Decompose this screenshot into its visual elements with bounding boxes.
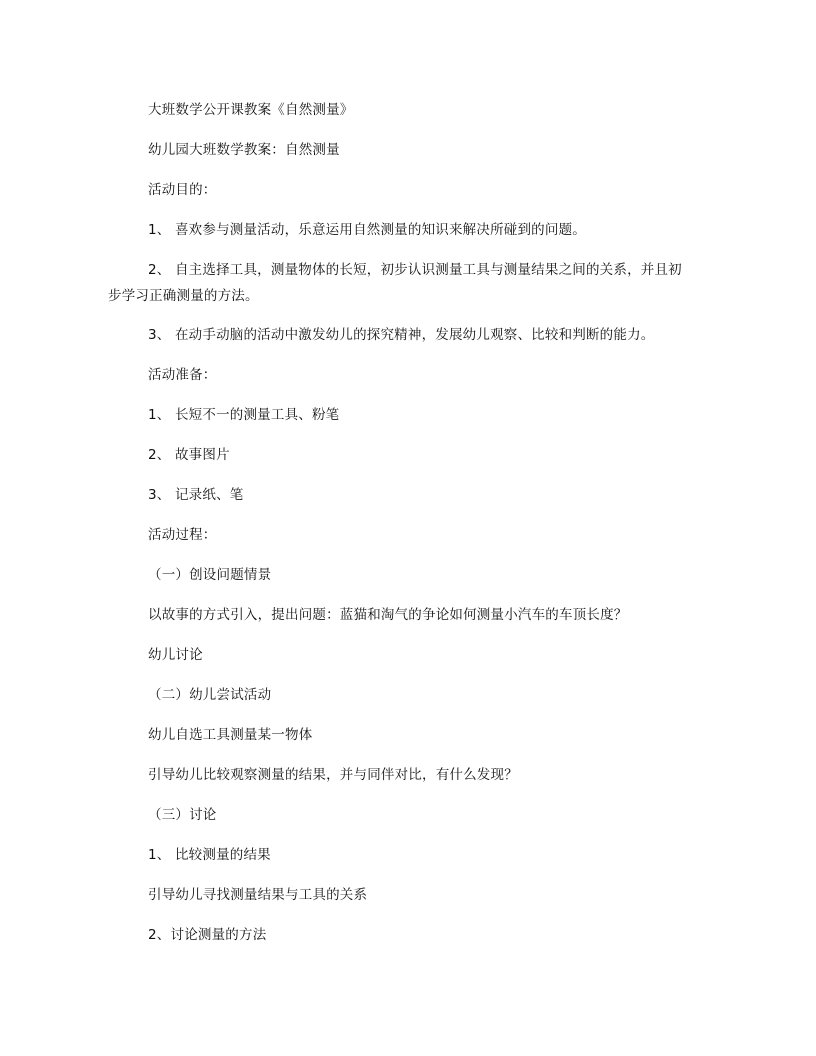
goal-item-2-line-1: 2、 自主选择工具，测量物体的长短，初步认识测量工具与测量结果之间的关系，并且初 [148, 262, 682, 278]
preparation-item-1: 1、 长短不一的测量工具、粉笔 [148, 407, 340, 423]
step-3-item-1: 1、 比较测量的结果 [148, 847, 271, 863]
goals-heading: 活动目的： [148, 182, 217, 198]
preparation-item-3: 3、 记录纸、笔 [148, 487, 244, 503]
step-2-text-1: 幼儿自选工具测量某一物体 [148, 727, 313, 743]
goal-item-3: 3、 在动手动脑的活动中激发幼儿的探究精神，发展幼儿观察、比较和判断的能力。 [148, 327, 655, 343]
step-1-discussion: 幼儿讨论 [148, 647, 203, 663]
document-subtitle: 幼儿园大班数学教案：自然测量 [148, 142, 340, 158]
preparation-heading: 活动准备： [148, 367, 217, 383]
goal-item-1: 1、 喜欢参与测量活动，乐意运用自然测量的知识来解决所碰到的问题。 [148, 222, 586, 238]
step-2-text-2: 引导幼儿比较观察测量的结果，并与同伴对比，有什么发现？ [148, 767, 518, 783]
step-3-text-1: 引导幼儿寻找测量结果与工具的关系 [148, 887, 368, 903]
preparation-item-2: 2、 故事图片 [148, 447, 230, 463]
step-3-item-2: 2、讨论测量的方法 [148, 927, 267, 943]
process-heading: 活动过程： [148, 527, 217, 543]
goal-item-2-line-2: 步学习正确测量的方法。 [108, 288, 259, 304]
step-1-heading: （一）创设问题情景 [148, 567, 272, 583]
step-3-heading: （三）讨论 [148, 807, 217, 823]
step-1-text: 以故事的方式引入，提出问题：蓝猫和淘气的争论如何测量小汽车的车顶长度？ [148, 607, 628, 623]
document-title: 大班数学公开课教案《自然测量》 [148, 102, 354, 118]
step-2-heading: （二）幼儿尝试活动 [148, 687, 272, 703]
